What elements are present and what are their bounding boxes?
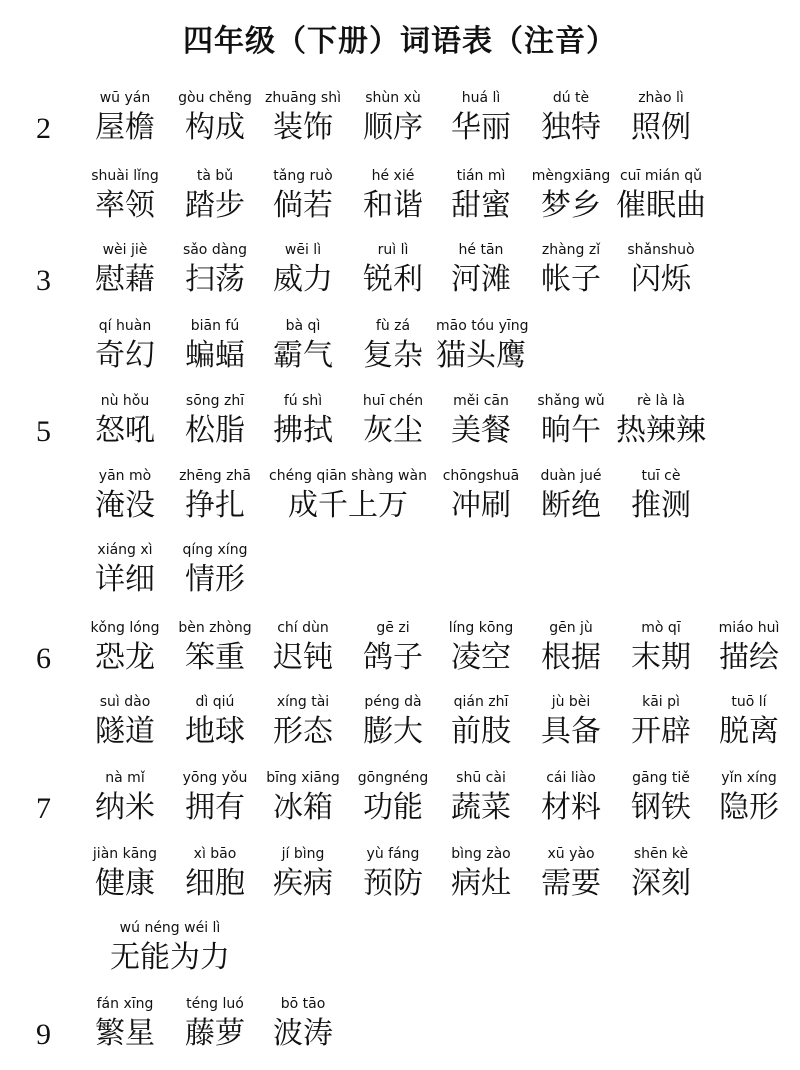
pinyin-text: sōng zhī <box>185 393 245 409</box>
pinyin-text: shùn xù <box>365 90 421 106</box>
hanzi-text: 率领 <box>95 188 155 223</box>
pinyin-text: mèngxiāng <box>531 168 611 184</box>
vocab-word <box>348 846 438 920</box>
vocab-word <box>170 694 260 768</box>
vocab-word <box>80 996 170 1070</box>
pinyin-text: wēi lì <box>284 242 322 258</box>
vocab-word <box>258 90 348 164</box>
vocab-word <box>258 770 348 844</box>
pinyin-text: huī chén <box>362 393 424 409</box>
pinyin-text: fán xīng <box>96 996 154 1012</box>
vocab-word <box>436 468 526 542</box>
hanzi-text: 笨重 <box>185 640 245 675</box>
pinyin-text: biān fú <box>190 318 240 334</box>
vocab-word <box>258 318 348 392</box>
vocab-word <box>436 393 526 467</box>
vocab-word <box>348 168 438 242</box>
lesson-number: 9 <box>36 1018 51 1051</box>
hanzi-text: 深刻 <box>631 866 691 901</box>
vocab-word <box>526 90 616 164</box>
hanzi-text: 鸽子 <box>363 640 423 675</box>
vocab-word <box>80 242 170 316</box>
hanzi-text: 装饰 <box>273 110 333 145</box>
pinyin-text: xì bāo <box>193 846 237 862</box>
pinyin-text: wū yán <box>99 90 151 106</box>
vocab-word <box>526 468 616 542</box>
vocab-word <box>526 846 616 920</box>
word-row <box>0 168 800 242</box>
vocab-word <box>616 168 706 242</box>
pinyin-text: dú tè <box>552 90 590 106</box>
hanzi-text: 威力 <box>273 262 333 297</box>
hanzi-text: 慰藉 <box>95 262 155 297</box>
vocab-word <box>436 242 526 316</box>
hanzi-text: 预防 <box>363 866 423 901</box>
vocab-word <box>526 770 616 844</box>
hanzi-text: 繁星 <box>95 1016 155 1051</box>
hanzi-text: 情形 <box>185 562 245 597</box>
hanzi-text: 霸气 <box>273 338 333 373</box>
pinyin-text: bèn zhòng <box>178 620 252 636</box>
pinyin-text: nà mǐ <box>105 770 145 786</box>
vocab-word <box>348 694 438 768</box>
word-row <box>0 242 800 316</box>
hanzi-text: 复杂 <box>363 338 423 373</box>
pinyin-text: yān mò <box>98 468 152 484</box>
hanzi-text: 冲刷 <box>451 488 511 523</box>
hanzi-text: 踏步 <box>185 188 245 223</box>
hanzi-text: 蔬菜 <box>451 790 511 825</box>
pinyin-text: zhào lì <box>638 90 684 106</box>
vocab-word <box>170 846 260 920</box>
pinyin-text: gē zi <box>376 620 410 636</box>
hanzi-text: 需要 <box>541 866 601 901</box>
pinyin-text: wú néng wéi lì <box>119 920 221 936</box>
hanzi-text: 纳米 <box>95 790 155 825</box>
vocab-word <box>616 846 706 920</box>
hanzi-text: 蝙蝠 <box>185 338 245 373</box>
vocab-word <box>436 846 526 920</box>
pinyin-text: xíng tài <box>276 694 330 710</box>
hanzi-text: 膨大 <box>363 714 423 749</box>
word-row <box>0 318 800 392</box>
hanzi-text: 成千上万 <box>288 488 408 523</box>
vocab-word <box>80 920 260 994</box>
vocab-word <box>80 694 170 768</box>
hanzi-text: 照例 <box>631 110 691 145</box>
vocab-word <box>436 770 526 844</box>
lesson-number: 3 <box>36 264 51 297</box>
vocab-word <box>170 90 260 164</box>
pinyin-text: tuī cè <box>641 468 681 484</box>
hanzi-text: 催眠曲 <box>616 188 706 223</box>
pinyin-text: gōngnéng <box>357 770 429 786</box>
hanzi-text: 冰箱 <box>273 790 333 825</box>
vocab-word <box>526 393 616 467</box>
vocab-word <box>704 620 794 694</box>
pinyin-text: zhēng zhā <box>179 468 251 484</box>
pinyin-text: měi cān <box>453 393 509 409</box>
vocab-word <box>616 242 706 316</box>
hanzi-text: 梦乡 <box>541 188 601 223</box>
word-row <box>0 920 800 994</box>
pinyin-text: téng luó <box>186 996 244 1012</box>
hanzi-text: 健康 <box>95 866 155 901</box>
hanzi-text: 凌空 <box>451 640 511 675</box>
pinyin-text: tǎng ruò <box>273 168 333 184</box>
hanzi-text: 推测 <box>631 488 691 523</box>
word-row <box>0 620 800 694</box>
pinyin-text: xiáng xì <box>97 542 153 558</box>
vocab-word <box>80 542 170 616</box>
pinyin-text: fù zá <box>375 318 411 334</box>
word-row <box>0 542 800 616</box>
pinyin-text: líng kōng <box>448 620 514 636</box>
lesson-number: 6 <box>36 642 51 675</box>
hanzi-text: 顺序 <box>363 110 423 145</box>
lesson-number: 2 <box>36 112 51 145</box>
vocab-word <box>80 90 170 164</box>
vocab-word <box>80 168 170 242</box>
vocab-word <box>170 168 260 242</box>
vocab-word <box>258 996 348 1070</box>
vocab-word <box>348 620 438 694</box>
hanzi-text: 迟钝 <box>273 640 333 675</box>
vocab-word <box>258 846 348 920</box>
word-row <box>0 468 800 542</box>
pinyin-text: bīng xiāng <box>266 770 340 786</box>
hanzi-text: 屋檐 <box>95 110 155 145</box>
pinyin-text: yǐn xíng <box>721 770 777 786</box>
hanzi-text: 隐形 <box>719 790 779 825</box>
hanzi-text: 无能为力 <box>110 940 230 975</box>
hanzi-text: 末期 <box>631 640 691 675</box>
vocab-word <box>348 318 438 392</box>
pinyin-text: bìng zào <box>451 846 511 862</box>
pinyin-text: cuī mián qǔ <box>619 168 703 184</box>
lesson-number: 7 <box>36 792 51 825</box>
pinyin-text: tà bǔ <box>196 168 234 184</box>
vocab-word <box>80 318 170 392</box>
pinyin-text: hé xié <box>371 168 415 184</box>
vocab-word <box>258 242 348 316</box>
vocab-word <box>616 468 706 542</box>
hanzi-text: 描绘 <box>719 640 779 675</box>
hanzi-text: 松脂 <box>185 413 245 448</box>
vocab-word <box>170 620 260 694</box>
pinyin-text: shuài lǐng <box>91 168 159 184</box>
pinyin-text: cái liào <box>546 770 596 786</box>
hanzi-text: 帐子 <box>541 262 601 297</box>
pinyin-text: qíng xíng <box>182 542 248 558</box>
vocab-word <box>348 90 438 164</box>
vocab-word <box>436 90 526 164</box>
word-row <box>0 770 800 844</box>
hanzi-text: 断绝 <box>541 488 601 523</box>
pinyin-text: duàn jué <box>540 468 602 484</box>
pinyin-text: jí bìng <box>281 846 325 862</box>
pinyin-text: miáo huì <box>718 620 780 636</box>
hanzi-text: 扫荡 <box>185 262 245 297</box>
pinyin-text: yù fáng <box>366 846 420 862</box>
hanzi-text: 藤萝 <box>185 1016 245 1051</box>
hanzi-text: 细胞 <box>185 866 245 901</box>
vocab-word <box>80 770 170 844</box>
hanzi-text: 拥有 <box>185 790 245 825</box>
hanzi-text: 脱离 <box>719 714 779 749</box>
pinyin-text: zhuāng shì <box>265 90 341 106</box>
hanzi-text: 奇幻 <box>95 338 155 373</box>
pinyin-text: chōngshuā <box>442 468 520 484</box>
pinyin-text: mò qī <box>641 620 681 636</box>
hanzi-text: 开辟 <box>631 714 691 749</box>
vocab-word <box>258 168 348 242</box>
pinyin-text: shēn kè <box>633 846 689 862</box>
pinyin-text: qí huàn <box>98 318 152 334</box>
vocab-word <box>170 393 260 467</box>
pinyin-text: chéng qiān shàng wàn <box>269 468 427 484</box>
hanzi-text: 和谐 <box>363 188 423 223</box>
vocab-word <box>80 620 170 694</box>
hanzi-text: 华丽 <box>451 110 511 145</box>
hanzi-text: 晌午 <box>541 413 601 448</box>
hanzi-text: 独特 <box>541 110 601 145</box>
vocab-word <box>616 90 706 164</box>
pinyin-text: bà qì <box>285 318 321 334</box>
pinyin-text: chí dùn <box>277 620 329 636</box>
pinyin-text: jù bèi <box>551 694 591 710</box>
hanzi-text: 热辣辣 <box>616 413 706 448</box>
pinyin-text: wèi jiè <box>102 242 148 258</box>
hanzi-text: 隧道 <box>95 714 155 749</box>
vocab-word <box>348 393 438 467</box>
pinyin-text: gēn jù <box>549 620 593 636</box>
vocab-word <box>526 694 616 768</box>
pinyin-text: huá lì <box>461 90 501 106</box>
hanzi-text: 材料 <box>541 790 601 825</box>
pinyin-text: rè là là <box>637 393 685 409</box>
pinyin-text: kāi pì <box>642 694 680 710</box>
hanzi-text: 构成 <box>185 110 245 145</box>
vocab-word <box>80 393 170 467</box>
vocab-word <box>526 242 616 316</box>
word-row <box>0 90 800 164</box>
hanzi-text: 猫头鹰 <box>436 338 526 373</box>
pinyin-text: gòu chěng <box>178 90 252 106</box>
pinyin-text: suì dào <box>99 694 151 710</box>
vocab-word <box>436 620 526 694</box>
pinyin-text: shǎng wǔ <box>537 393 605 409</box>
pinyin-text: fú shì <box>283 393 323 409</box>
hanzi-text: 淹没 <box>95 488 155 523</box>
pinyin-text: xū yào <box>547 846 595 862</box>
pinyin-text: hé tān <box>458 242 504 258</box>
vocab-word <box>526 168 616 242</box>
hanzi-text: 怒吼 <box>95 413 155 448</box>
vocab-word <box>704 694 794 768</box>
hanzi-text: 美餐 <box>451 413 511 448</box>
vocab-word <box>80 468 170 542</box>
hanzi-text: 根据 <box>541 640 601 675</box>
pinyin-text: qián zhī <box>453 694 509 710</box>
hanzi-text: 倘若 <box>273 188 333 223</box>
word-row <box>0 996 800 1070</box>
vocab-word <box>526 620 616 694</box>
pinyin-text: yōng yǒu <box>182 770 248 786</box>
pinyin-text: tián mì <box>456 168 506 184</box>
vocab-word <box>436 168 526 242</box>
vocab-word <box>616 393 706 467</box>
pinyin-text: māo tóu yīng <box>436 318 529 334</box>
vocab-word <box>170 770 260 844</box>
pinyin-text: shǎnshuò <box>627 242 695 258</box>
vocab-word <box>258 393 348 467</box>
hanzi-text: 病灶 <box>451 866 511 901</box>
hanzi-text: 疾病 <box>273 866 333 901</box>
hanzi-text: 详细 <box>95 562 155 597</box>
pinyin-text: péng dà <box>364 694 422 710</box>
hanzi-text: 甜蜜 <box>451 188 511 223</box>
pinyin-text: bō tāo <box>280 996 326 1012</box>
word-row <box>0 846 800 920</box>
vocab-word <box>436 318 529 392</box>
vocab-word <box>616 770 706 844</box>
word-row <box>0 393 800 467</box>
hanzi-text: 锐利 <box>363 262 423 297</box>
vocab-word <box>80 846 170 920</box>
hanzi-text: 闪烁 <box>631 262 691 297</box>
hanzi-text: 具备 <box>541 714 601 749</box>
vocab-word <box>258 468 438 542</box>
pinyin-text: ruì lì <box>377 242 409 258</box>
vocab-word <box>258 620 348 694</box>
page-title: 四年级（下册）词语表（注音） <box>183 24 617 59</box>
vocab-word <box>258 694 348 768</box>
vocab-word <box>170 468 260 542</box>
hanzi-text: 挣扎 <box>185 488 245 523</box>
vocab-word <box>436 694 526 768</box>
hanzi-text: 灰尘 <box>363 413 423 448</box>
pinyin-text: tuō lí <box>731 694 767 710</box>
hanzi-text: 前肢 <box>451 714 511 749</box>
vocab-word <box>348 770 438 844</box>
word-row <box>0 694 800 768</box>
lesson-number: 5 <box>36 415 51 448</box>
hanzi-text: 地球 <box>185 714 245 749</box>
pinyin-text: shū cài <box>456 770 506 786</box>
pinyin-text: dì qiú <box>195 694 235 710</box>
pinyin-text: kǒng lóng <box>90 620 160 636</box>
vocab-word <box>170 242 260 316</box>
pinyin-text: jiàn kāng <box>92 846 158 862</box>
pinyin-text: nù hǒu <box>100 393 150 409</box>
hanzi-text: 形态 <box>273 714 333 749</box>
hanzi-text: 恐龙 <box>95 640 155 675</box>
vocab-word <box>348 242 438 316</box>
pinyin-text: sǎo dàng <box>182 242 248 258</box>
pinyin-text: zhàng zǐ <box>541 242 601 258</box>
pinyin-text: gāng tiě <box>632 770 690 786</box>
vocab-word <box>616 620 706 694</box>
vocab-word <box>616 694 706 768</box>
vocab-word <box>170 318 260 392</box>
hanzi-text: 拂拭 <box>273 413 333 448</box>
hanzi-text: 钢铁 <box>631 790 691 825</box>
hanzi-text: 功能 <box>363 790 423 825</box>
vocab-word <box>170 996 260 1070</box>
vocab-word <box>704 770 794 844</box>
hanzi-text: 波涛 <box>273 1016 333 1051</box>
vocab-word <box>170 542 260 616</box>
hanzi-text: 河滩 <box>451 262 511 297</box>
